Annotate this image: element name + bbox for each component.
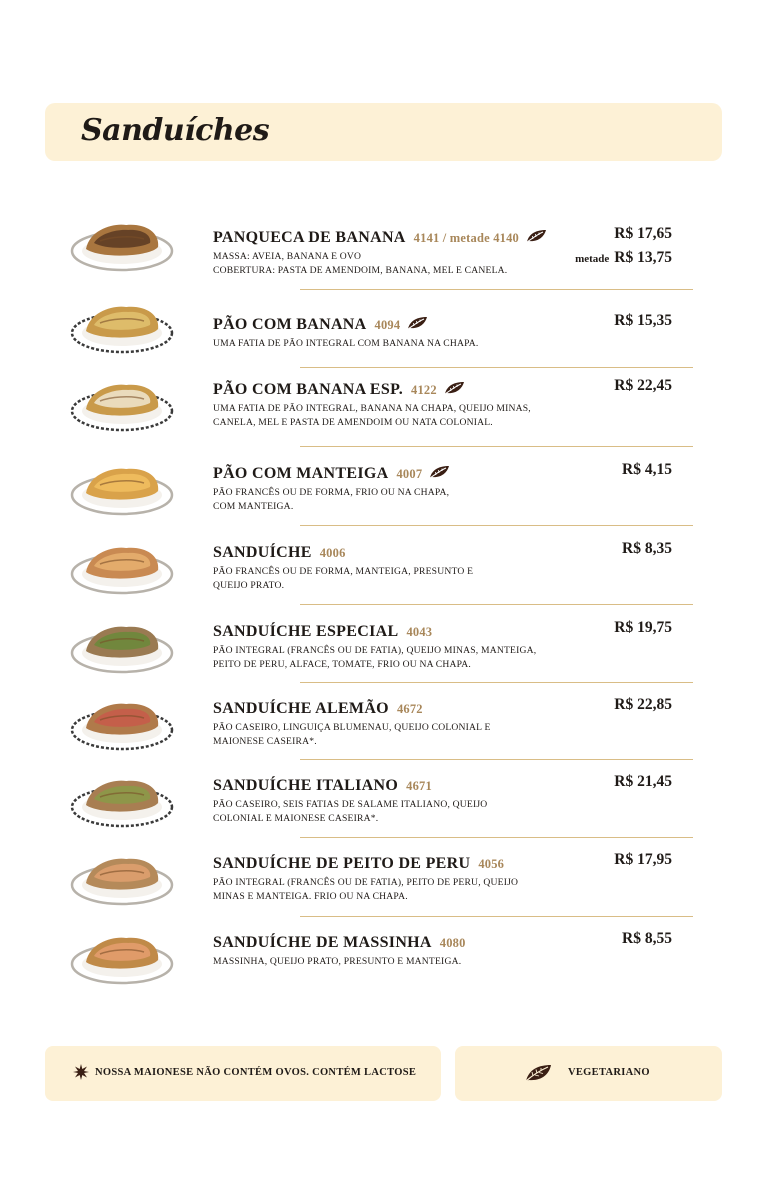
half-price-value: R$ 13,75 [614, 249, 672, 266]
item-title-line [213, 544, 346, 562]
item-title-line [213, 934, 466, 952]
vegetarian-leaf-icon [406, 316, 428, 330]
item-name: PÃO COM MANTEIGA [213, 465, 389, 482]
item-title-line [213, 229, 547, 247]
item-description-line: PÃO FRANCÊS OU DE FORMA, MANTEIGA, PRESUNTO E [213, 566, 474, 577]
item-code: 4006 [319, 546, 346, 560]
item-divider [300, 367, 693, 368]
item-half-price [575, 249, 672, 267]
asterisk-star-icon [73, 1064, 89, 1080]
item-divider [300, 916, 693, 917]
item-price: R$ 19,75 [614, 619, 672, 636]
item-title-line [213, 381, 465, 399]
item-code: 4671 [406, 779, 432, 793]
item-divider [300, 525, 693, 526]
item-description [213, 721, 558, 748]
item-description [213, 250, 558, 277]
vegetarian-legend-box [455, 1046, 722, 1101]
vegetarian-label: VEGETARIANO [568, 1067, 650, 1078]
item-name: PÃO COM BANANA ESP. [213, 381, 404, 398]
special-sandwich-photo [70, 617, 174, 675]
item-description-line: PÃO INTEGRAL (FRANCÊS OU DE FATIA), QUEIJO MINAS, MANTEIGA, [213, 645, 537, 656]
title-band [45, 103, 722, 161]
item-description-line: PÃO CASEIRO, SEIS FATIAS DE SALAME ITALIANO, QUEIJO [213, 799, 488, 810]
item-description [213, 876, 558, 903]
item-price: R$ 17,65 [614, 225, 672, 242]
item-code: 4122 [411, 383, 437, 397]
item-title-line [213, 623, 432, 641]
item-description [213, 955, 558, 969]
item-name: SANDUÍCHE ALEMÃO [213, 700, 389, 717]
banana-toast-photo [70, 297, 174, 355]
vegetarian-leaf-icon [525, 229, 547, 243]
item-price: R$ 17,95 [614, 851, 672, 868]
item-description-line: QUEIJO PRATO. [213, 579, 285, 591]
item-price: R$ 4,15 [622, 461, 672, 478]
vegetarian-leaf-icon [428, 465, 450, 479]
half-label: metade [575, 253, 610, 265]
mayo-note-box [45, 1046, 441, 1101]
item-title-line [213, 700, 423, 718]
item-title-line [213, 465, 450, 483]
italian-sandwich-photo [70, 771, 174, 829]
item-name: PANQUECA DE BANANA [213, 229, 406, 246]
item-title-line [213, 777, 432, 795]
item-code: 4056 [478, 857, 505, 871]
item-code: 4007 [396, 467, 423, 481]
item-description-line: MAIONESE CASEIRA*. [213, 735, 317, 747]
item-code: 4043 [406, 625, 433, 639]
item-description-line: UMA FATIA DE PÃO INTEGRAL, BANANA NA CHAPA, QUEIJO MINAS, [213, 403, 531, 414]
item-name: SANDUÍCHE ITALIANO [213, 777, 399, 794]
item-title-line [213, 316, 428, 334]
item-name: SANDUÍCHE ESPECIAL [213, 623, 399, 640]
item-name: SANDUÍCHE [213, 544, 312, 561]
item-description-line: COBERTURA: PASTA DE AMENDOIM, BANANA, MEL E CANELA. [213, 264, 508, 276]
item-divider [300, 289, 693, 290]
item-description [213, 402, 558, 429]
item-description-line: CANELA, MEL E PASTA DE AMENDOIM OU NATA COLONIAL. [213, 416, 493, 428]
item-description [213, 798, 558, 825]
item-description-line: MASSINHA, QUEIJO PRATO, PRESUNTO E MANTEIGA. [213, 956, 462, 967]
item-price: R$ 22,85 [614, 696, 672, 713]
vegetarian-leaf-icon [443, 381, 465, 395]
item-description-line: UMA FATIA DE PÃO INTEGRAL COM BANANA NA CHAPA. [213, 338, 479, 349]
item-description [213, 337, 558, 351]
page-title: Sanduíches [81, 113, 270, 148]
item-price: R$ 15,35 [614, 312, 672, 329]
item-description [213, 486, 558, 513]
item-description-line: PÃO INTEGRAL (FRANCÊS OU DE FATIA), PEITO DE PERU, QUEIJO [213, 877, 519, 888]
item-description-line: COLONIAL E MAIONESE CASEIRA*. [213, 812, 379, 824]
item-description-line: PÃO FRANCÊS OU DE FORMA, FRIO OU NA CHAPA, [213, 487, 450, 498]
item-divider [300, 446, 693, 447]
item-price: R$ 8,35 [622, 540, 672, 557]
item-description-line: PÃO CASEIRO, LINGUIÇA BLUMENAU, QUEIJO COLONIAL E [213, 722, 491, 733]
item-name: SANDUÍCHE DE PEITO DE PERU [213, 855, 471, 872]
item-name: PÃO COM BANANA [213, 316, 367, 333]
item-name: SANDUÍCHE DE MASSINHA [213, 934, 432, 951]
item-code: 4080 [439, 936, 466, 950]
item-title-line [213, 855, 504, 873]
mayo-note-text: NOSSA MAIONESE NÃO CONTÉM OVOS. CONTÉM LACTOSE [95, 1067, 417, 1078]
item-description-line: COM MANTEIGA. [213, 500, 294, 512]
item-description-line: MINAS E MANTEIGA. FRIO OU NA CHAPA. [213, 890, 408, 902]
item-description-line: PEITO DE PERU, ALFACE, TOMATE, FRIO OU NA CHAPA. [213, 658, 472, 670]
item-code: 4094 [374, 318, 401, 332]
sandwich-photo [70, 538, 174, 596]
item-code: 4672 [396, 702, 423, 716]
special-banana-toast-photo [70, 375, 174, 433]
bread-butter-photo [70, 459, 174, 517]
item-description [213, 565, 558, 592]
item-description [213, 644, 558, 671]
item-price: R$ 22,45 [614, 377, 672, 394]
item-code: 4141 / metade 4140 [413, 231, 519, 245]
banana-pancake-photo [70, 215, 174, 273]
item-divider [300, 604, 693, 605]
item-divider [300, 682, 693, 683]
item-price: R$ 8,55 [622, 930, 672, 947]
turkey-sandwich-photo [70, 849, 174, 907]
item-price: R$ 21,45 [614, 773, 672, 790]
massinha-sandwich-photo [70, 928, 174, 986]
item-divider [300, 759, 693, 760]
leaf-icon [523, 1063, 553, 1083]
german-sandwich-photo [70, 694, 174, 752]
item-divider [300, 837, 693, 838]
item-description-line: MASSA: AVEIA, BANANA E OVO [213, 251, 362, 262]
